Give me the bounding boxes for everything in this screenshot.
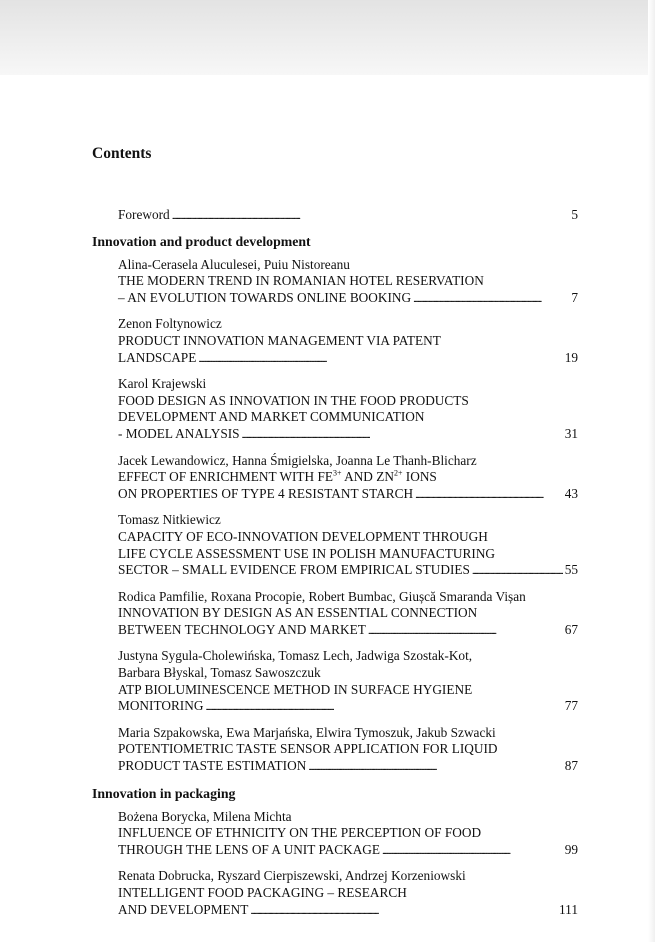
entry-title-line: - MODEL ANALYSIS <box>118 425 240 441</box>
toc-entry[interactable] <box>118 512 578 579</box>
entry-title-line: THROUGH THE LENS OF A UNIT PACKAGE <box>118 841 381 857</box>
page-number: 43 <box>564 485 578 501</box>
entry-authors: Renata Dobrucka, Ryszard Cierpiszewski, Andrzej Korzeniowski <box>118 868 466 884</box>
title-text: EFFECT OF ENRICHMENT WITH FE <box>118 469 333 485</box>
toc-entry[interactable] <box>118 589 578 640</box>
entry-authors: Tomasz Nitkiewicz <box>118 512 221 528</box>
page-number: 7 <box>571 289 578 305</box>
entry-title-line: SECTOR – SMALL EVIDENCE FROM EMPIRICAL STUDIES <box>118 562 470 578</box>
page-number: 55 <box>564 562 578 578</box>
entry-title-line: INTELLIGENT FOOD PACKAGING – RESEARCH <box>118 885 407 900</box>
toc-entry[interactable] <box>118 376 578 443</box>
page-number: 87 <box>564 758 578 774</box>
superscript: 3+ <box>332 468 342 478</box>
entry-title-line: AND DEVELOPMENT <box>118 901 249 917</box>
dot-leader <box>472 562 563 580</box>
entry-authors: Bożena Borycka, Milena Michta <box>118 808 292 824</box>
superscript: 2+ <box>393 468 403 478</box>
toc-entry[interactable] <box>118 809 578 860</box>
table-of-contents <box>92 207 578 928</box>
entry-title-line: ATP BIOLUMINESCENCE METHOD IN SURFACE HYGIENE <box>118 681 473 697</box>
entry-title-line: PRODUCT INNOVATION MANAGEMENT VIA PATENT <box>118 332 441 348</box>
page-number: 19 <box>564 349 578 365</box>
toc-entry[interactable] <box>118 868 578 919</box>
entry-authors: Karol Krajewski <box>118 376 207 392</box>
entry-title-line: LANDSCAPE <box>118 349 197 365</box>
dot-leader <box>198 350 562 368</box>
entry-title-line: THE MODERN TREND IN ROMANIAN HOTEL RESERVATION <box>118 273 484 289</box>
entry-authors: Alina-Cerasela Aluculesei, Puiu Nistoreanu <box>118 256 350 272</box>
entry-authors: Barbara Błyskal, Tomasz Sawoszczuk <box>118 665 321 681</box>
toc-entry[interactable] <box>118 453 578 504</box>
entry-title-line: FOOD DESIGN AS INNOVATION IN THE FOOD PRODUCTS <box>118 392 469 408</box>
entry-title-line: ON PROPERTIES OF TYPE 4 RESISTANT STARCH <box>118 485 414 501</box>
section-heading: Innovation in packaging <box>92 785 236 801</box>
dot-leader <box>415 486 563 504</box>
toc-entry[interactable] <box>118 316 578 367</box>
page-number: 77 <box>564 698 578 714</box>
entry-authors: Jacek Lewandowicz, Hanna Śmigielska, Joanna Le Thanh-Blicharz <box>118 452 477 468</box>
toc-entry[interactable] <box>118 648 578 715</box>
entry-authors: Justyna Sygula-Cholewińska, Tomasz Lech, Jadwiga Szostak-Kot, <box>118 648 473 664</box>
toc-entry-foreword[interactable] <box>118 207 578 225</box>
entry-title-line: DEVELOPMENT AND MARKET COMMUNICATION <box>118 409 425 425</box>
dot-leader <box>250 902 557 920</box>
page-number: 111 <box>559 901 578 917</box>
page-title: Contents <box>92 145 152 162</box>
entry-authors: Zenon Foltynowicz <box>118 316 222 332</box>
entry-title-line: – AN EVOLUTION TOWARDS ONLINE BOOKING <box>118 289 412 305</box>
dot-leader <box>368 622 563 640</box>
section-heading: Innovation and product development <box>92 233 311 249</box>
page-edge <box>648 0 655 942</box>
page-number: 67 <box>564 621 578 637</box>
entry-title-line: LIFE CYCLE ASSESSMENT USE IN POLISH MANUFACTURING <box>118 545 496 561</box>
page-number: 5 <box>571 207 578 222</box>
title-text: AND ZN <box>341 469 394 485</box>
entry-title-line: BETWEEN TECHNOLOGY AND MARKET <box>118 621 366 637</box>
entry-title-line: PRODUCT TASTE ESTIMATION <box>118 758 307 774</box>
entry-title: Foreword <box>118 207 170 222</box>
toc-entry[interactable] <box>118 257 578 308</box>
dot-leader <box>172 207 570 225</box>
entry-title-line: CAPACITY OF ECO-INNOVATION DEVELOPMENT THROUGH <box>118 528 488 544</box>
page-number: 99 <box>564 841 578 857</box>
dot-leader <box>205 698 562 716</box>
dot-leader <box>382 842 563 860</box>
dot-leader <box>413 290 569 308</box>
entry-title-line: MONITORING <box>118 698 204 714</box>
entry-title-line: INNOVATION BY DESIGN AS AN ESSENTIAL CONNECTION <box>118 605 478 621</box>
entry-title-line <box>118 469 578 486</box>
entry-authors: Maria Szpakowska, Ewa Marjańska, Elwira Tymoszuk, Jakub Szwacki <box>118 724 496 740</box>
dot-leader <box>308 758 562 776</box>
entry-title-line: INFLUENCE OF ETHNICITY ON THE PERCEPTION OF FOOD <box>118 825 482 841</box>
title-text: IONS <box>402 469 437 485</box>
entry-title-line: POTENTIOMETRIC TASTE SENSOR APPLICATION FOR LIQUID <box>118 741 498 757</box>
toc-entry[interactable] <box>118 725 578 776</box>
page-number: 31 <box>564 425 578 441</box>
dot-leader <box>242 426 563 444</box>
entry-authors: Rodica Pamfilie, Roxana Procopie, Robert Bumbac, Giușcă Smaranda Vișan <box>118 588 526 604</box>
